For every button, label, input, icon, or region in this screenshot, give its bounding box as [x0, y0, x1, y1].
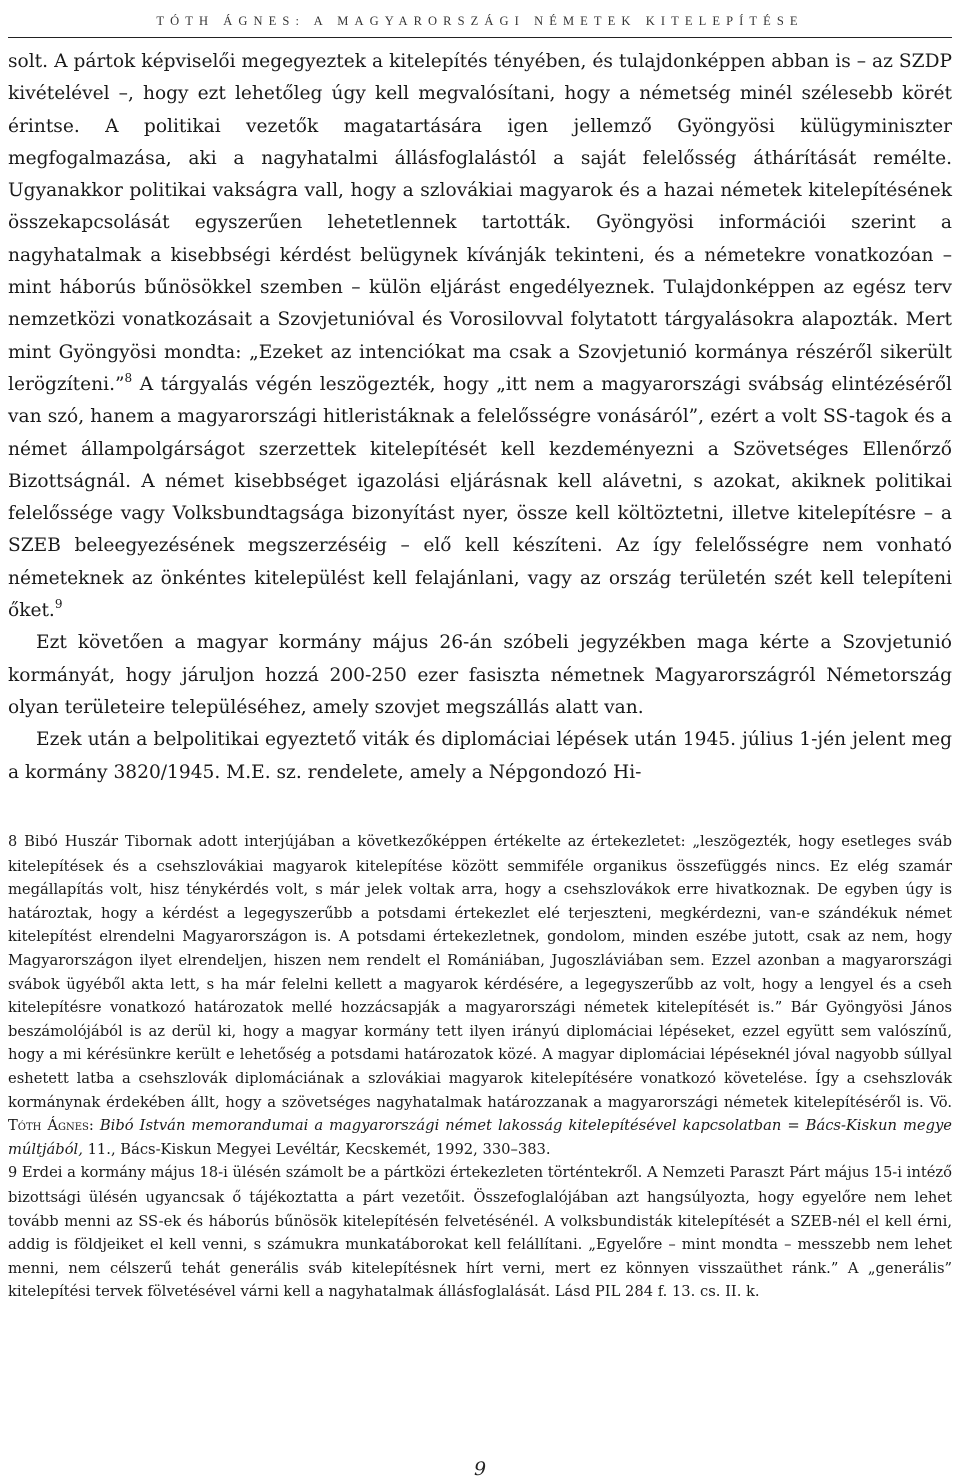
footnotes	[8, 830, 952, 1304]
footnote-8	[8, 830, 952, 1161]
footnote-8-number: 8	[8, 834, 18, 850]
page-number: 9	[473, 1458, 487, 1480]
footnote-ref-9[interactable]: 9	[54, 597, 63, 612]
footnote-8-text: Bibó Huszár Tibornak adott interjújában a következőképpen értékelte az értekezletet: „leszögezték, hogy esetleges sváb kitelepítések és a csehszlovákiai magyarok kitelepítése között semmiféle organikus összefüggés nincs. Ez elég szamár megállapítás volt, hisz ténykérdés volt, s már jelek voltak arra, hogy a csehszlovákok erre hivatkoznak. De egyben úgy is határoztak, hogy a kérdést a legegyszerűbb a potsdami értekezlet elé terjeszteni, megkérdezni, van-e szándékuk német kitelepítést elrendelni Magyarországon is. A potsdami értekezletnek, gondolom, minden eszébe jutott, csak az nem, hogy Magyarországon ilyet elrendeljen, hiszen nem rendelt el Romániában, Jugoszláviában sem. Ezzel azonban a magyarországi svábok ügyéből akta lett, s ha már felelni kellett a magyarok kérdésére, a legegyszerűbb az volt, hogy a lengyel és a cseh kitelepítésre vonatkozó határozatok mellé hozzácsapják a magyarországi németek kitelepítését is.” Bár Gyöngyösi János beszámolójából is az derül ki, hogy a magyar kormány tett ilyen irányú diplomáciai lépéseket, ezzel együtt sem valószínű, hogy a mi kérésünkre került e lehetőség a potsdami határozatok közé. A magyar diplomáciai lépéseknél jóval nagyobb súllyal eshetett latba a csehszlovák diplomáciának a szlovákiai magyarok kitelepítésére vonatkozó követelése. Így a csehszlovák kormánynak érdekében állt, hogy a szövetséges nagyhatalmak határozzanak a magyarországi németek kitelepítéséről is. Vö.	[8, 833, 952, 1111]
running-header: TÓTH ÁGNES: A MAGYARORSZÁGI NÉMETEK KITELEPÍTÉSE	[156, 14, 804, 28]
paragraph-3: Ezek után a belpolitikai egyeztető viták és diplomáciai lépések után 1945. július 1-jén jelent meg a kormány 3820/1945. M.E. sz. rendelete, amely a Népgondozó Hi-	[8, 729, 952, 783]
main-text	[8, 46, 952, 789]
footnote-ref-8[interactable]: 8	[124, 370, 133, 385]
footnote-8-rest: 11., Bács-Kiskun Megyei Levéltár, Kecskemét, 1992, 330–383.	[82, 1140, 551, 1158]
paragraph-2: Ezt követően a magyar kormány május 26-án szóbeli jegyzékben maga kérte a Szovjetunió kormányát, hogy járuljon hozzá 200-250 ezer fasiszta németnek Magyarországról Németország olyan területeire településéhez, amely szovjet megszállás alatt van.	[8, 632, 952, 718]
footnote-9-number: 9	[8, 1165, 18, 1182]
header-rule	[8, 37, 952, 38]
footnote-9	[8, 1161, 952, 1304]
paragraph-1-part-b: A tárgyalás végén leszögezték, hogy „itt nem a magyarországi svábság elintézéséről van szó, hanem a magyarországi hitleristáknak a felelősségre vonásáról”, ezért a volt SS-tagok és a német állampolgárságot szerzettek kitelepítését kell kezdeményezni a Szövetséges Ellenőrző Bizottságnál. A német kisebbséget igazolási eljárásnak kell alávetni, s azokat, akiknek politikai felelőssége vagy Volksbundtagsága bizonyítást nyer, össze kell költöztetni, illetve kitelepítésre – a SZEB beleegyezésének megszerzéséig – elő kell készíteni. Az így felelősségre nem vonható németeknek az önkéntes kitelepülést kell felajánlani, vagy az ország területén szét kell telepíteni őket.	[8, 373, 952, 622]
footnote-8-title: Bibó István memorandumai a magyarországi német lakosság kitelepítésével kapcsolatban = Bács-Kiskun megye múltjából,	[8, 1117, 952, 1158]
footnote-9-text: Erdei a kormány május 18-i ülésén számolt be a pártközi értekezleten történtekről. A Nemzeti Paraszt Párt május 15-i intéző bizottsági ülésén ugyancsak ő tájékoztatta a párt vezetőit. Összefoglalójában azt hangsúlyozta, hogy egyelőre nem lehet tovább menni az SS-ek és háborús bűnösök kitelepítésén felvetésénél. A volksbundisták kitelepítését a SZEB-nél el kell érni, addig is földjeiket el kell venni, s számukra munkatáborokat kell felállítani. „Egyelőre – mint mondta – messzebb nem lehet menni, nem célszerű tehát generális sváb kitelepítésnek hírt verni, mert ez könnyen visszaüthet ránk.” A „generális” kitelepítési tervek fölvetésével várni kell a nagyhatalmak állásfoglalását. Lásd PIL 284 f. 13. cs. II. k.	[8, 1164, 952, 1301]
paragraph-1	[8, 46, 952, 627]
paragraph-1-part-a: solt. A pártok képviselői megegyeztek a kitelepítés tényében, és tulajdonképpen abban is – az SZDP kivételével –, hogy ezt lehetőleg úgy kell megvalósítani, hogy a németség minél szélesebb körét érintse. A politikai vezetők magatartására igen jellemző Gyöngyösi külügyminiszter megfogalmazása, aki a nagyhatalmi állásfoglalástól a saját felelősség áthárítását remélte. Ugyanakkor politikai vakságra vall, hogy a szlovákiai magyarok és a hazai németek kitelepítésének összekapcsolását egyszerűen lehetetlennek tartották. Gyöngyösi információi szerint a nagyhatalmak a kisebbségi kérdést belügynek kívánják tekinteni, és a németekre vonatkozóan – mint háborús bűnösökkel szemben – külön eljárást engedélyeznek. Tulajdonképpen az egész terv nemzetközi vonatkozásait a Szovjetunióval és Vorosilovval folytatott tárgyalásokra alapozták. Mert mint Gyöngyösi mondta: „Ezeket az intenciókat ma csak a Szovjetunió kormánya részéről sikerült lerögzíteni.”	[8, 51, 952, 395]
footnote-8-author: Tóth Ágnes:	[8, 1117, 94, 1135]
